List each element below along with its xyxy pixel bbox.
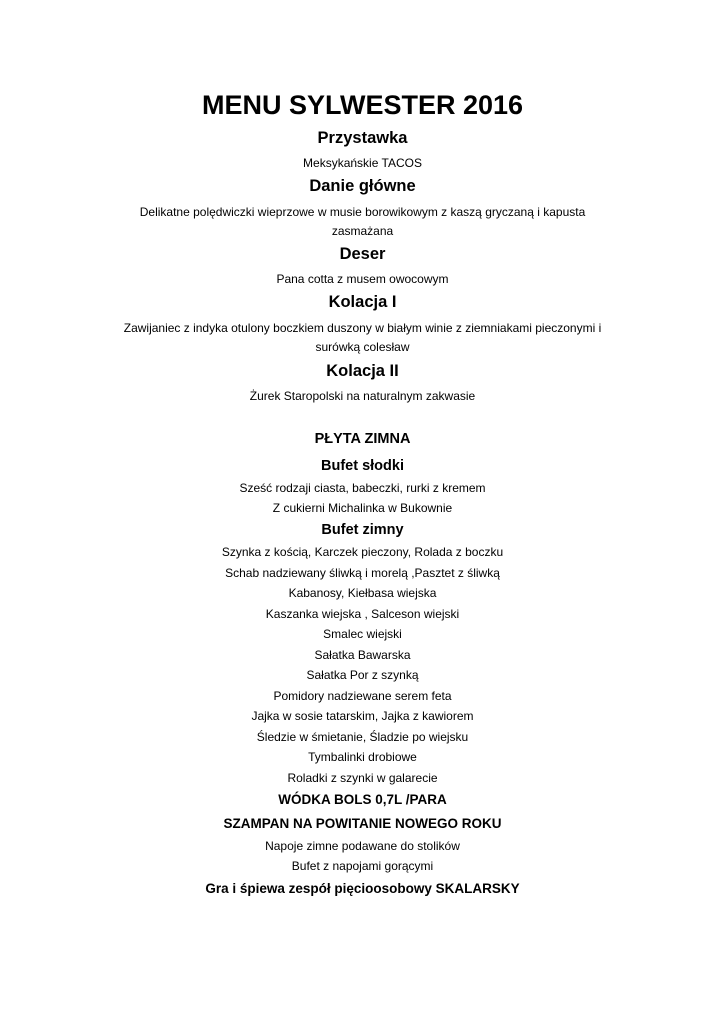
- drink-szampan: SZAMPAN NA POWITANIE NOWEGO ROKU: [223, 816, 502, 831]
- section-heading-deser: Deser: [339, 245, 386, 263]
- list-item: Kaszanka wiejska , Salceson wiejski: [265, 607, 460, 621]
- menu-item-kolacja-1-line-1: Zawijaniec z indyka otulony boczkiem duszony w białym winie z ziemniakami pieczonymi i: [123, 321, 602, 335]
- section-heading-przystawka: Przystawka: [317, 129, 408, 147]
- list-item: Jajka w sosie tatarskim, Jajka z kawiorem: [251, 709, 474, 723]
- list-item: Tymbalinki drobiowe: [308, 750, 417, 764]
- list-item: Napoje zimne podawane do stolików: [265, 839, 460, 853]
- menu-item-deser: Pana cotta z musem owocowym: [276, 272, 449, 286]
- list-item: Szynka z kością, Karczek pieczony, Rolada z boczku: [221, 545, 504, 559]
- list-item: Kabanosy, Kiełbasa wiejska: [288, 586, 437, 600]
- section-heading-plyta-zimna: PŁYTA ZIMNA: [314, 431, 411, 447]
- subsection-heading-bufet-slodki: Bufet słodki: [321, 458, 404, 474]
- list-item: Sałatka Por z szynką: [306, 668, 419, 682]
- menu-item-przystawka: Meksykańskie TACOS: [303, 156, 422, 170]
- list-item: Śledzie w śmietanie, Śladzie po wiejsku: [256, 730, 469, 744]
- section-heading-kolacja-2: Kolacja II: [326, 362, 399, 380]
- page-title: MENU SYLWESTER 2016: [201, 90, 524, 120]
- drink-wodka: WÓDKA BOLS 0,7L /PARA: [278, 792, 447, 807]
- band-info: Gra i śpiewa zespół pięcioosobowy SKALARSKY: [205, 881, 520, 896]
- menu-item-danie-glowne-line-1: Delikatne polędwiczki wieprzowe w musie borowikowym z kaszą gryczaną i kapusta: [139, 205, 586, 219]
- list-item: Roladki z szynki w galarecie: [287, 771, 438, 785]
- list-item: Sześć rodzaji ciasta, babeczki, rurki z kremem: [239, 481, 486, 495]
- list-item: Z cukierni Michalinka w Bukownie: [272, 501, 453, 515]
- list-item: Bufet z napojami gorącymi: [291, 859, 434, 873]
- section-heading-danie-glowne: Danie główne: [309, 177, 416, 195]
- list-item: Schab nadziewany śliwką i morelą ,Pasztet z śliwką: [225, 566, 500, 580]
- section-heading-kolacja-1: Kolacja I: [328, 293, 397, 311]
- list-item: Smalec wiejski: [323, 627, 402, 641]
- menu-item-kolacja-2: Żurek Staropolski na naturalnym zakwasie: [249, 389, 476, 403]
- list-item: Sałatka Bawarska: [314, 648, 411, 662]
- list-item: Pomidory nadziewane serem feta: [273, 689, 452, 703]
- menu-item-danie-glowne-line-2: zasmażana: [331, 224, 394, 238]
- subsection-heading-bufet-zimny: Bufet zimny: [321, 522, 404, 538]
- menu-item-kolacja-1-line-2: surówką colesław: [315, 340, 410, 354]
